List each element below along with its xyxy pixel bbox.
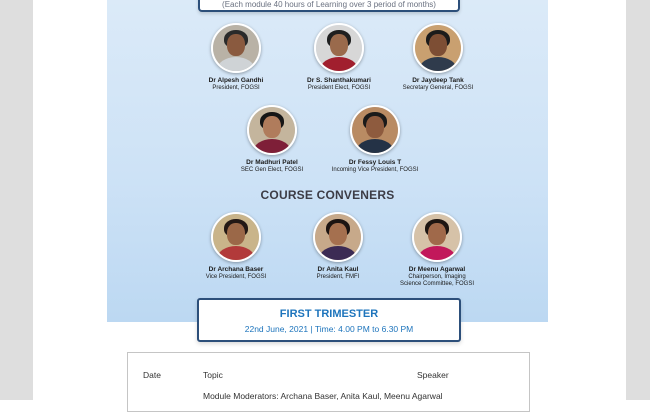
person-role: President Elect, FOGSI: [307, 85, 371, 91]
right-gutter: [626, 0, 650, 400]
person-role: Chairperson, Imaging: [408, 274, 466, 280]
conveners-heading: COURSE CONVENERS: [260, 188, 395, 202]
left-gutter: [0, 0, 33, 400]
avatar: [313, 212, 363, 262]
column-header-speaker: Speaker: [417, 370, 449, 380]
person-role: President, FMFI: [316, 274, 360, 280]
person-name: Dr S. Shanthakumari: [307, 77, 371, 84]
person-name: Dr Anita Kaul: [317, 266, 359, 273]
person-role-line2: Science Committee, FOGSI: [399, 281, 475, 287]
person-name: Dr Jaydeep Tank: [412, 77, 464, 84]
leader-card: [212, 105, 332, 174]
column-header-topic: Topic: [203, 370, 223, 380]
leader-card: [378, 23, 498, 92]
module-note: (Each module 40 hours of Learning over 3 period of months): [222, 0, 436, 9]
leader-card: [176, 23, 296, 92]
avatar: [314, 23, 364, 73]
avatar: [211, 23, 261, 73]
person-name: Dr Alpesh Gandhi: [208, 77, 264, 84]
avatar: [413, 23, 463, 73]
person-role: President, FOGSI: [212, 85, 260, 91]
avatar: [350, 105, 400, 155]
person-role: Incoming Vice President, FOGSI: [331, 167, 419, 173]
person-name: Dr Fessy Louis T: [348, 159, 402, 166]
module-note-box: [198, 0, 460, 12]
person-role: SEC Gen Elect, FOGSI: [240, 167, 304, 173]
avatar: [247, 105, 297, 155]
leader-card: [315, 105, 435, 174]
trimester-datetime: 22nd June, 2021 | Time: 4.00 PM to 6.30 PM: [244, 324, 414, 334]
course-flyer: [107, 0, 548, 322]
column-header-date: Date: [143, 370, 161, 380]
schedule-table: [127, 352, 530, 412]
person-name: Dr Madhuri Patel: [246, 159, 298, 166]
trimester-box: [197, 298, 461, 342]
trimester-title: FIRST TRIMESTER: [279, 308, 379, 320]
avatar: [412, 212, 462, 262]
convener-card: [377, 212, 497, 288]
person-role: Vice President, FOGSI: [205, 274, 267, 280]
module-moderators: Module Moderators: Archana Baser, Anita Kaul, Meenu Agarwal: [203, 391, 443, 401]
person-name: Dr Meenu Agarwal: [408, 266, 466, 273]
person-role: Secretary General, FOGSI: [402, 85, 474, 91]
person-name: Dr Archana Baser: [208, 266, 264, 273]
avatar: [211, 212, 261, 262]
